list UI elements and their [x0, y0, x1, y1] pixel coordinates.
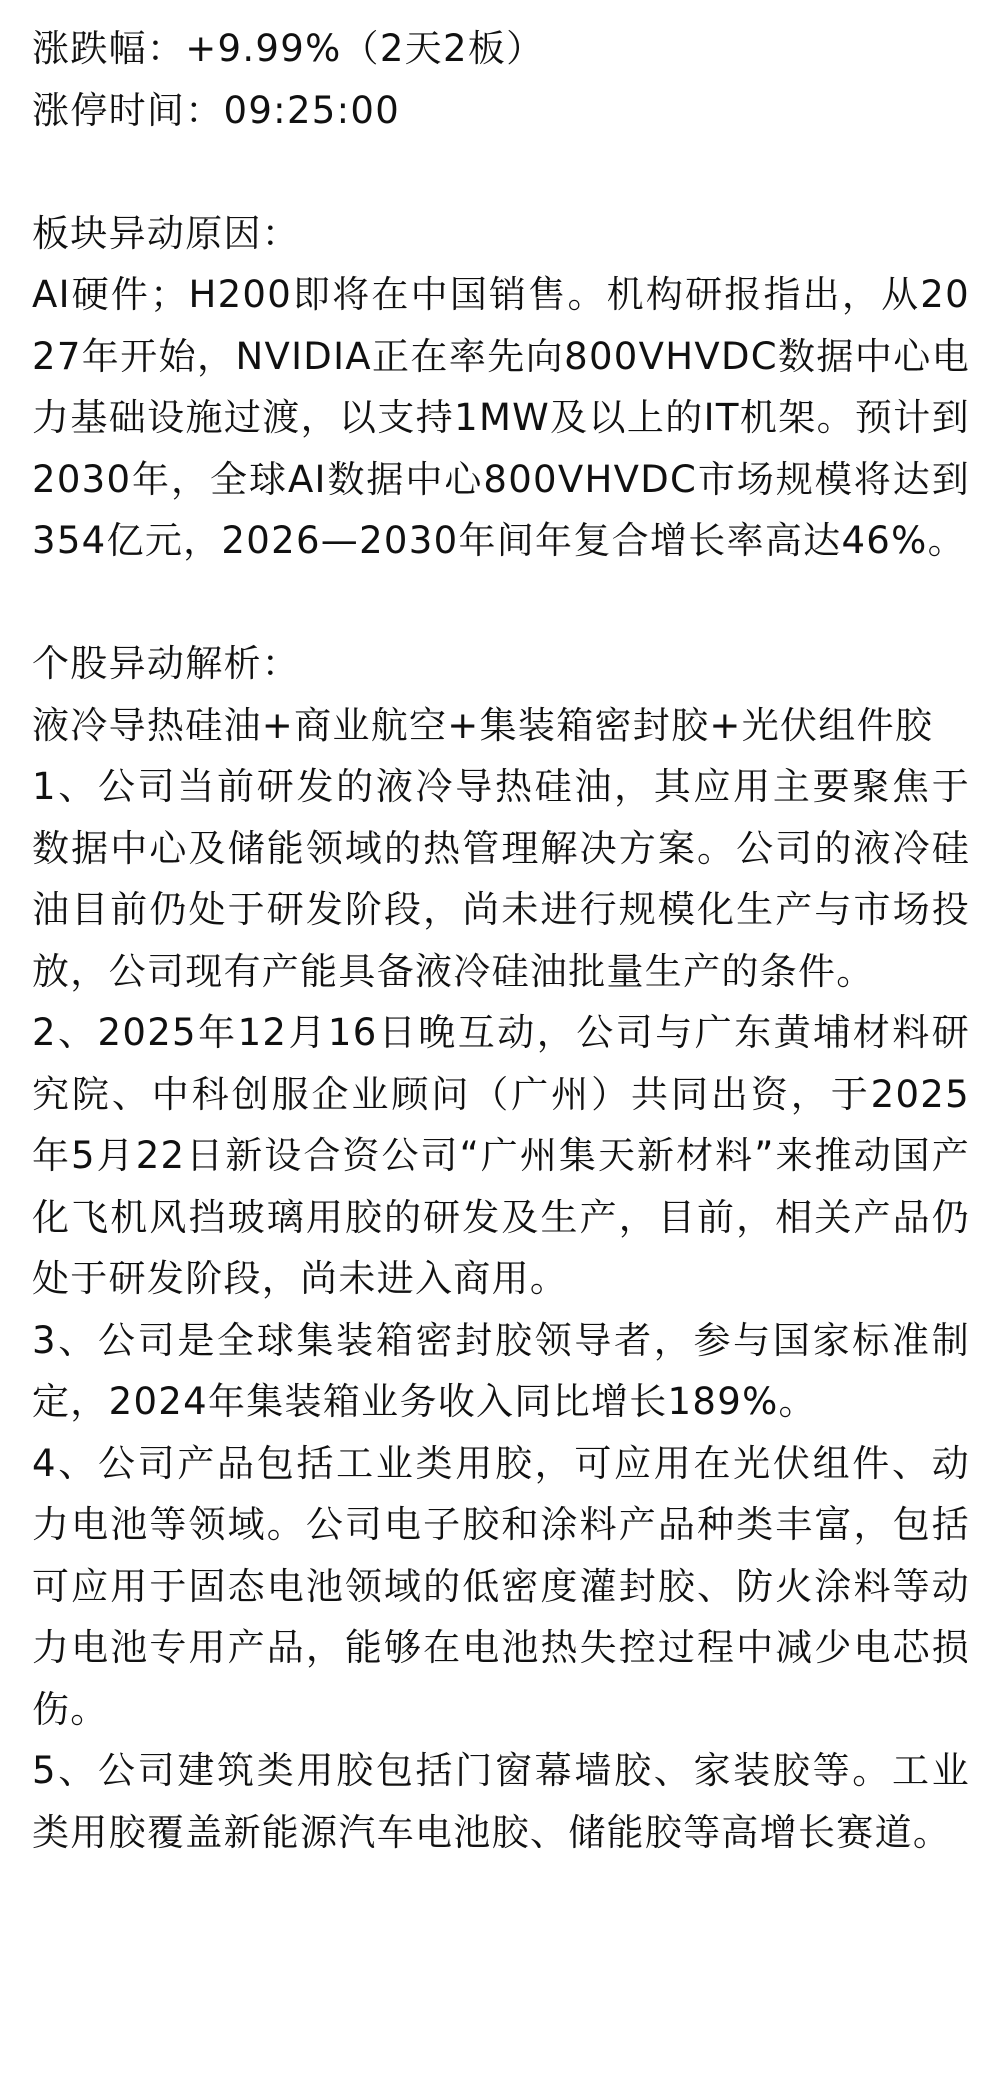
analysis-point-2: 2、2025年12月16日晚互动，公司与广东黄埔材料研究院、中科创服企业顾问（广州）共同出资，于2025年5月22日新设合资公司“广州集天新材料”来推动国产化飞机风挡玻璃用胶的研发及生产，目前，相关产品仍处于研发阶段，尚未进入商用。	[32, 1011, 970, 1300]
limit-up-time-line: 涨停时间：09:25:00	[32, 88, 401, 132]
spacer	[32, 572, 970, 634]
analysis-point-3: 3、公司是全球集装箱密封胶领导者，参与国家标准制定，2024年集装箱业务收入同比增长189%。	[32, 1318, 970, 1423]
analysis-point-5: 5、公司建筑类用胶包括门窗幕墙胶、家装胶等。工业类用胶覆盖新能源汽车电池胶、储能胶等高增长赛道。	[32, 1749, 970, 1854]
spacer	[32, 141, 970, 203]
analysis-point-4: 4、公司产品包括工业类用胶，可应用在光伏组件、动力电池等领域。公司电子胶和涂料产品种类丰富，包括可应用于固态电池领域的低密度灌封胶、防火涂料等动力电池专用产品，能够在电池热失控过程中减少电芯损伤。	[32, 1441, 970, 1731]
stock-analysis-title: 个股异动解析：	[32, 642, 301, 685]
analysis-point-1: 1、公司当前研发的液冷导热硅油，其应用主要聚焦于数据中心及储能领域的热管理解决方案。公司的液冷硅油目前仍处于研发阶段，尚未进行规模化生产与市场投放，公司现有产能具备液冷硅油批量生产的条件。	[32, 765, 970, 993]
sector-reason-body: AI硬件；H200即将在中国销售。机构研报指出，从2027年开始，NVIDIA正在率先向800VHVDC数据中心电力基础设施过渡，以支持1MW及以上的IT机架。预计到2030年，全球AI数据中心800VHVDC市场规模将达到354亿元，2026—2030年间年复合增长率高达46%。	[32, 273, 970, 562]
stock-themes: 液冷导热硅油+商业航空+集装箱密封胶+光伏组件胶	[32, 703, 934, 747]
change-percent-line: 涨跌幅：+9.99%（2天2板）	[32, 27, 545, 70]
sector-reason-title: 板块异动原因：	[32, 211, 301, 255]
